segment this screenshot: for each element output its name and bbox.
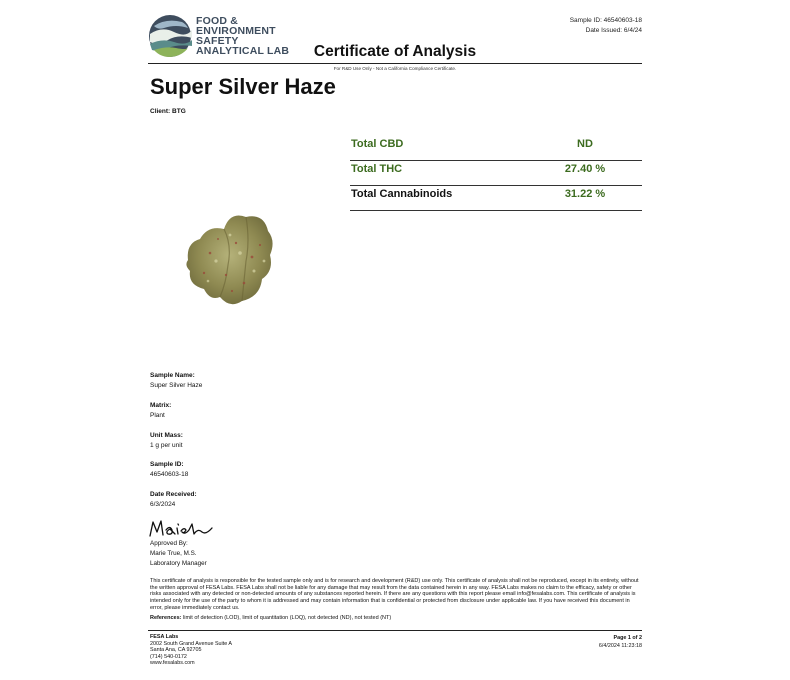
field-date-received: Date Received: 6/3/2024 <box>150 491 197 508</box>
product-photo <box>180 205 280 315</box>
field-matrix: Matrix: Plant <box>150 402 172 419</box>
cannabinoid-summary-table <box>350 136 642 211</box>
approval-block: Approved By: Marie True, M.S. Laboratory Manager <box>150 540 207 567</box>
date-issued: Date Issued: 6/4/24 <box>585 27 642 34</box>
footer-address: FESA Labs 2002 South Grand Avenue Suite A Santa Ana, CA 92705 (714) 540-0172 www.fesalabs.com <box>150 634 233 667</box>
summary-row-total-cbd <box>350 136 642 161</box>
field-sample-name: Sample Name: Super Silver Haze <box>150 372 203 389</box>
footer-divider <box>148 630 642 631</box>
fesa-logo-icon <box>148 14 192 58</box>
print-timestamp: 6/4/2024 11:23:18 <box>598 643 642 649</box>
document-title: Certificate of Analysis <box>313 43 477 60</box>
references: References: limit of detection (LOD), limit of quantitation (LOQ), not detected (ND), not tested (NT) <box>150 615 392 621</box>
logo-wordmark: FOOD & ENVIRONMENT SAFETY ANALYTICAL LAB <box>196 15 290 57</box>
field-sample-id: Sample ID: 46540603-18 <box>150 461 189 478</box>
page-number: Page 1 of 2 <box>613 635 642 641</box>
summary-value: ND <box>577 138 593 150</box>
summary-row-total-thc <box>350 161 642 186</box>
legal-disclaimer: This certificate of analysis is responsible for the tested sample only and is for research and development (R&D) use only. This certificate of analysis shall not be reproduced, except in its entirety, without the written approval of FESA Labs. FESA Labs shall not be liable for any damage that may result from the data contained herein in any way. FESA Labs makes no claim to the efficacy, safety or other risks associated with any detected or non-detected amounts of any substances reported herein. If there are any questions with this report please email info@fesalabs.com. This certificate of analysis is intended only for the use of the party to whom it is addressed and may contain information that is confidential or protected from disclosure under applicable law. If you have received this document in error, please immediately contact us. <box>150 578 639 611</box>
header-divider <box>148 63 642 64</box>
summary-label: Total THC <box>351 163 403 175</box>
summary-row-total-cannabinoids <box>350 186 642 211</box>
product-name: Super Silver Haze <box>150 74 336 99</box>
sample-id-header: Sample ID: 46540603-18 <box>569 17 642 24</box>
summary-value: 27.40 % <box>564 163 606 175</box>
footer-page-info <box>599 634 642 650</box>
summary-label: Total CBD <box>351 138 404 150</box>
summary-value: 31.22 % <box>564 188 606 200</box>
summary-label: Total Cannabinoids <box>351 188 453 200</box>
compliance-disclaimer: For R&D Use Only - Not a California Compliance Certificate. <box>333 66 457 71</box>
client-label: Client: BTG <box>150 108 186 115</box>
header-meta <box>570 16 642 36</box>
signature-image <box>148 516 214 540</box>
field-unit-mass: Unit Mass: 1 g per unit <box>150 432 183 449</box>
